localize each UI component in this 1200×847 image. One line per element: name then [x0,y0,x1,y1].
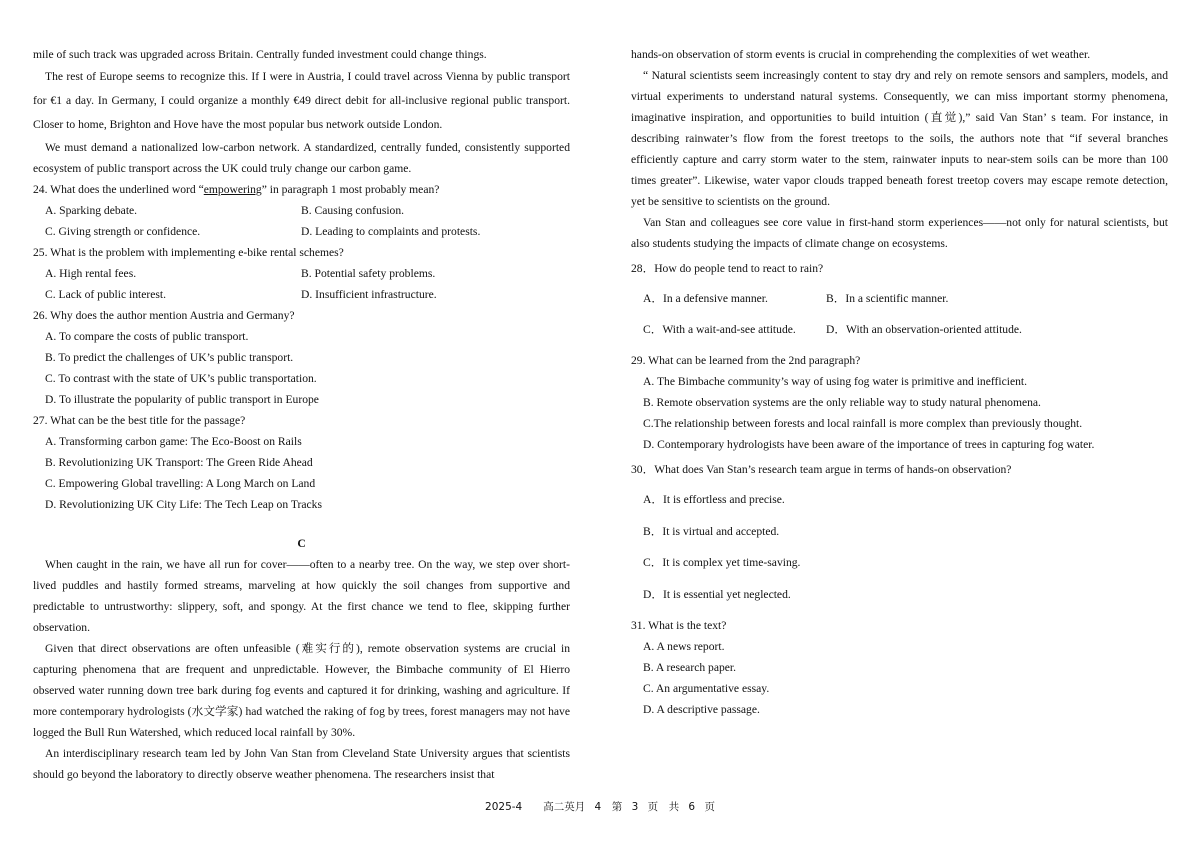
option-31-b: B. A research paper. [643,661,737,674]
option-28-c: C．With a wait-and-see attitude. [643,323,796,336]
section-heading-c: C [297,537,306,550]
paragraph-right-3: Van Stan and colleagues see core value in first-hand storm experiences——not only for natural scientists, but also students studying the impacts of climate change on ecosystems. [631,216,1168,250]
option-27-a: A. Transforming carbon game: The Eco-Boost on Rails [45,435,302,448]
option-24-b: B. Causing confusion. [301,204,405,217]
option-28-d: D．With an observation-oriented attitude. [826,323,1022,336]
question-28-options-row-1 [631,288,1168,309]
option-27-d: D. Revolutionizing UK City Life: The Tech Leap on Tracks [45,498,322,511]
option-31-a: A. A news report. [643,640,725,653]
question-24-options-row-1 [33,200,570,221]
option-30-a: A．It is effortless and precise. [643,493,785,506]
option-31-d: D. A descriptive passage. [643,703,760,716]
question-26: 26. Why does the author mention Austria and Germany? [33,309,295,322]
option-30-b: B．It is virtual and accepted. [643,524,780,538]
option-26-a: A. To compare the costs of public transport. [45,330,249,343]
question-28: 28．How do people tend to react to rain? [631,262,824,275]
option-26-b: B. To predict the challenges of UK’s public transport. [45,351,294,364]
question-24: 24. What does the underlined word “empowering” in paragraph 1 most probably mean? [33,183,440,196]
paragraph-right-2: “ Natural scientists seem increasingly content to stay dry and rely on remote sensors and samplers, models, and virtual experiments to understand natural systems. Consequently, we can miss important stormy phenomena, imaginative inspiration, and opportunities to build intuition (直觉),” said Van Stan’ s team. For instance, in describing rainwater’s flow from the forest treetops to the soils, the authors note that “if several branches efficiently capture and carry storm water to the stem, rainwater inputs to near-stem soils can be more than 100 times greater”. Likewise, water vapor clouds trapped beneath forest treetop covers may escape remote detection, yet be sensitive to scientists on the ground. [631,69,1168,208]
option-27-b: B. Revolutionizing UK Transport: The Green Ride Ahead [45,456,313,469]
question-30: 30．What does Van Stan’s research team argue in terms of hands-on observation? [631,463,1012,476]
question-25-options-row-2 [33,284,570,305]
option-31-c: C. An argumentative essay. [643,682,770,695]
option-30-d: D．It is essential yet neglected. [643,587,791,601]
option-26-d: D. To illustrate the popularity of public transport in Europe [45,393,319,406]
option-24-c: C. Giving strength or confidence. [45,225,201,238]
option-29-a: A. The Bimbache community’s way of using fog water is primitive and inefficient. [643,375,1028,388]
paragraph-right-1: hands-on observation of storm events is crucial in comprehending the complexities of wet weather. [631,48,1091,61]
option-24-a: A. Sparking debate. [45,204,138,217]
paragraph-c-1: When caught in the rain, we have all run for cover——often to a nearby tree. On the way, we step over short-lived puddles and hastily formed streams, marveling at how quickly the soil changes from supportive and predictable to untrustworthy: slippery, soft, and spongy. At the first chance we tend to flee, skipping further observation. [33,558,570,634]
option-29-b: B. Remote observation systems are the only reliable way to study natural phenomena. [643,396,1041,409]
option-25-d: D. Insufficient infrastructure. [301,288,437,301]
left-column [33,44,570,785]
question-24-options-row-2 [33,221,570,242]
option-29-d: D. Contemporary hydrologists have been aware of the importance of trees in capturing fog water. [643,438,1095,451]
paragraph-c-3: An interdisciplinary research team led by John Van Stan from Cleveland State University argues that scientists should go beyond the laboratory to directly observe weather phenomena. The researchers insist that [33,747,570,781]
option-26-c: C. To contrast with the state of UK’s public transportation. [45,372,317,385]
paragraph-left-3: We must demand a nationalized low-carbon network. A standardized, centrally funded, consistently supported ecosystem of public transport across the UK could truly change our carbon game. [33,141,570,175]
right-column [631,44,1168,720]
option-29-c: C.The relationship between forests and local rainfall is more complex than previously thought. [643,417,1083,430]
question-25-options-row-1 [33,263,570,284]
option-28-a: A．In a defensive manner. [643,292,768,305]
option-25-c: C. Lack of public interest. [45,288,167,301]
option-28-b: B．In a scientific manner. [826,292,949,305]
option-27-c: C. Empowering Global travelling: A Long March on Land [45,477,316,490]
question-28-options-row-2 [631,319,1168,340]
option-25-a: A. High rental fees. [45,267,137,280]
question-31: 31. What is the text? [631,619,727,632]
option-30-c: C．It is complex yet time-saving. [643,556,801,569]
paragraph-c-2: Given that direct observations are often unfeasible (难实行的), remote observation systems are crucial in capturing phenomena that are frequent and unpredictable. However, the Bimbache community of El Hierro observed water running down tree bark during fog events and captured it for drinking, washing and agriculture. If more contemporary hydrologists (水文学家) had watched the raking of fog by trees, forest managers may not have logged the Bull Run Watershed, which reduced local rainfall by 30%. [33,642,570,739]
paragraph-left-2: The rest of Europe seems to recognize this. If I were in Austria, I could travel across Vienna by public transport for €1 a day. In Germany, I could organize a monthly €49 direct debit for all-inclusive regional public transport. Closer to home, Brighton and Hove have the most popular bus network outside London. [33,70,570,131]
paragraph-left-1: mile of such track was upgraded across Britain. Centrally funded investment could change things. [33,48,487,61]
question-25: 25. What is the problem with implementing e-bike rental schemes? [33,246,344,259]
option-25-b: B. Potential safety problems. [301,267,436,280]
question-29: 29. What can be learned from the 2nd paragraph? [631,354,861,367]
question-27: 27. What can be the best title for the passage? [33,414,246,427]
page-footer: 2025-4 高二英月 4 第 3 页 共 6 页 [485,801,715,813]
option-24-d: D. Leading to complaints and protests. [301,225,481,238]
